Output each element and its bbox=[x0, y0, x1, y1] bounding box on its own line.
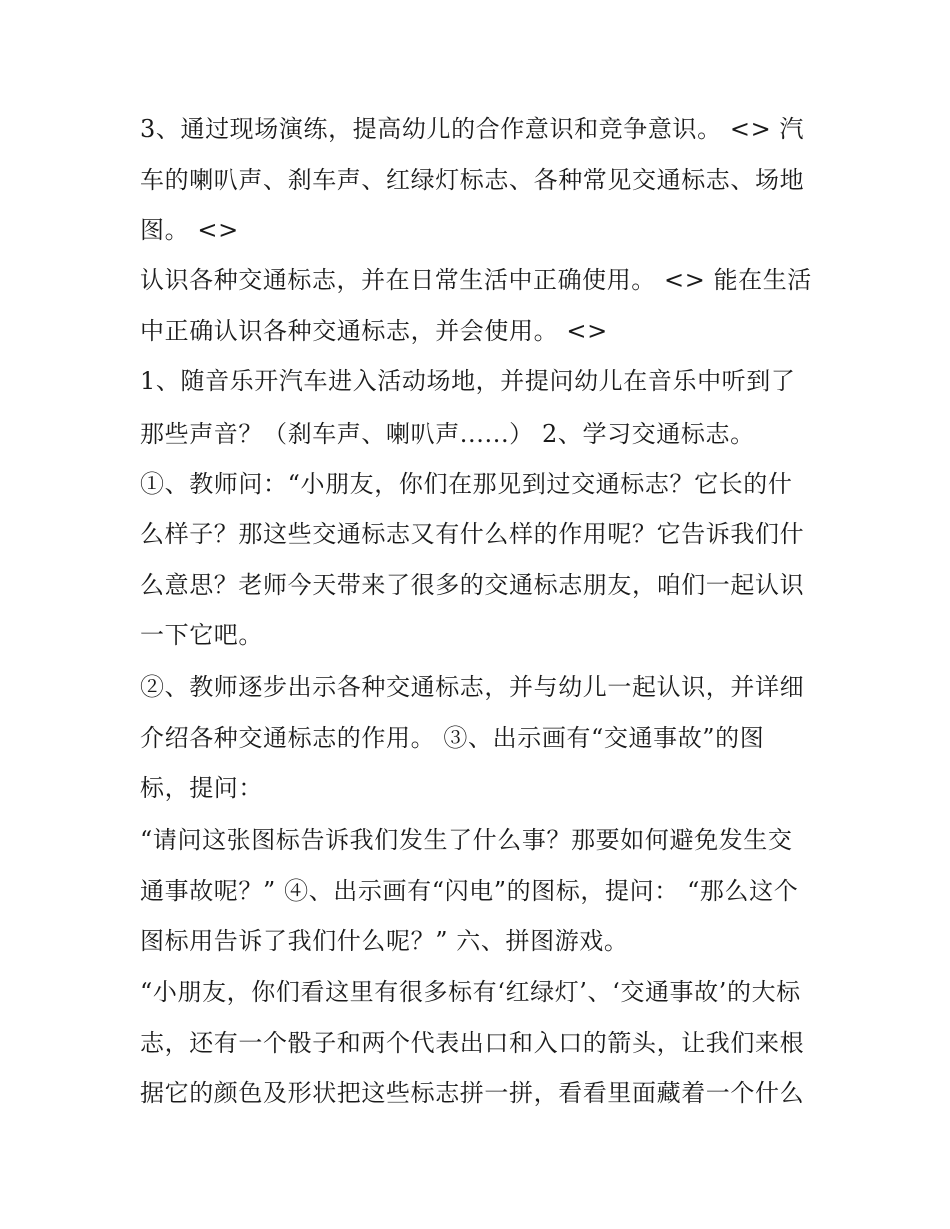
text-line: 3、通过现场演练，提高幼儿的合作意识和竞争意识。 <> 汽 bbox=[140, 115, 805, 143]
text-line: 标，提问： bbox=[140, 774, 263, 802]
text-line: 1、随音乐开汽车进入活动场地，并提问幼儿在音乐中听到了 bbox=[140, 367, 796, 395]
text-line: 图标用告诉了我们什么呢？” 六、拼图游戏。 bbox=[140, 927, 629, 955]
text-line: ①、教师问：“小朋友，你们在那见到过交通标志？它长的什 bbox=[140, 470, 793, 498]
text-line: 据它的颜色及形状把这些标志拼一拼，看看里面藏着一个什么 bbox=[140, 1079, 805, 1107]
text-line: ②、教师逐步出示各种交通标志，并与幼儿一起认识，并详细 bbox=[140, 673, 805, 701]
text-line: 图。 <> bbox=[140, 216, 239, 244]
text-line: 车的喇叭声、刹车声、红绿灯标志、各种常见交通标志、场地 bbox=[140, 166, 805, 194]
text-line: 么意思？老师今天带来了很多的交通标志朋友，咱们一起认识 bbox=[140, 571, 805, 599]
text-line: 志，还有一个骰子和两个代表出口和入口的箭头，让我们来根 bbox=[140, 1029, 805, 1057]
text-line: 认识各种交通标志，并在日常生活中正确使用。 <> 能在生活 bbox=[140, 266, 812, 294]
text-line: 一下它吧。 bbox=[140, 621, 263, 649]
text-line: 介绍各种交通标志的作用。 ③、出示画有“交通事故”的图 bbox=[140, 724, 765, 752]
text-line: “小朋友，你们看这里有很多标有‘红绿灯’、‘交通事故’的大标 bbox=[140, 978, 801, 1006]
text-line: 么样子？那这些交通标志又有什么样的作用呢？它告诉我们什 bbox=[140, 520, 805, 548]
text-line: 那些声音？（刹车声、喇叭声......） 2、学习交通标志。 bbox=[140, 420, 755, 448]
text-line: “请问这张图标告诉我们发生了什么事？那要如何避免发生交 bbox=[140, 826, 793, 854]
text-line: 中正确认识各种交通标志，并会使用。 <> bbox=[140, 317, 608, 345]
text-line: 通事故呢？” ④、出示画有“闪电”的图标，提问： “那么这个 bbox=[140, 877, 799, 905]
